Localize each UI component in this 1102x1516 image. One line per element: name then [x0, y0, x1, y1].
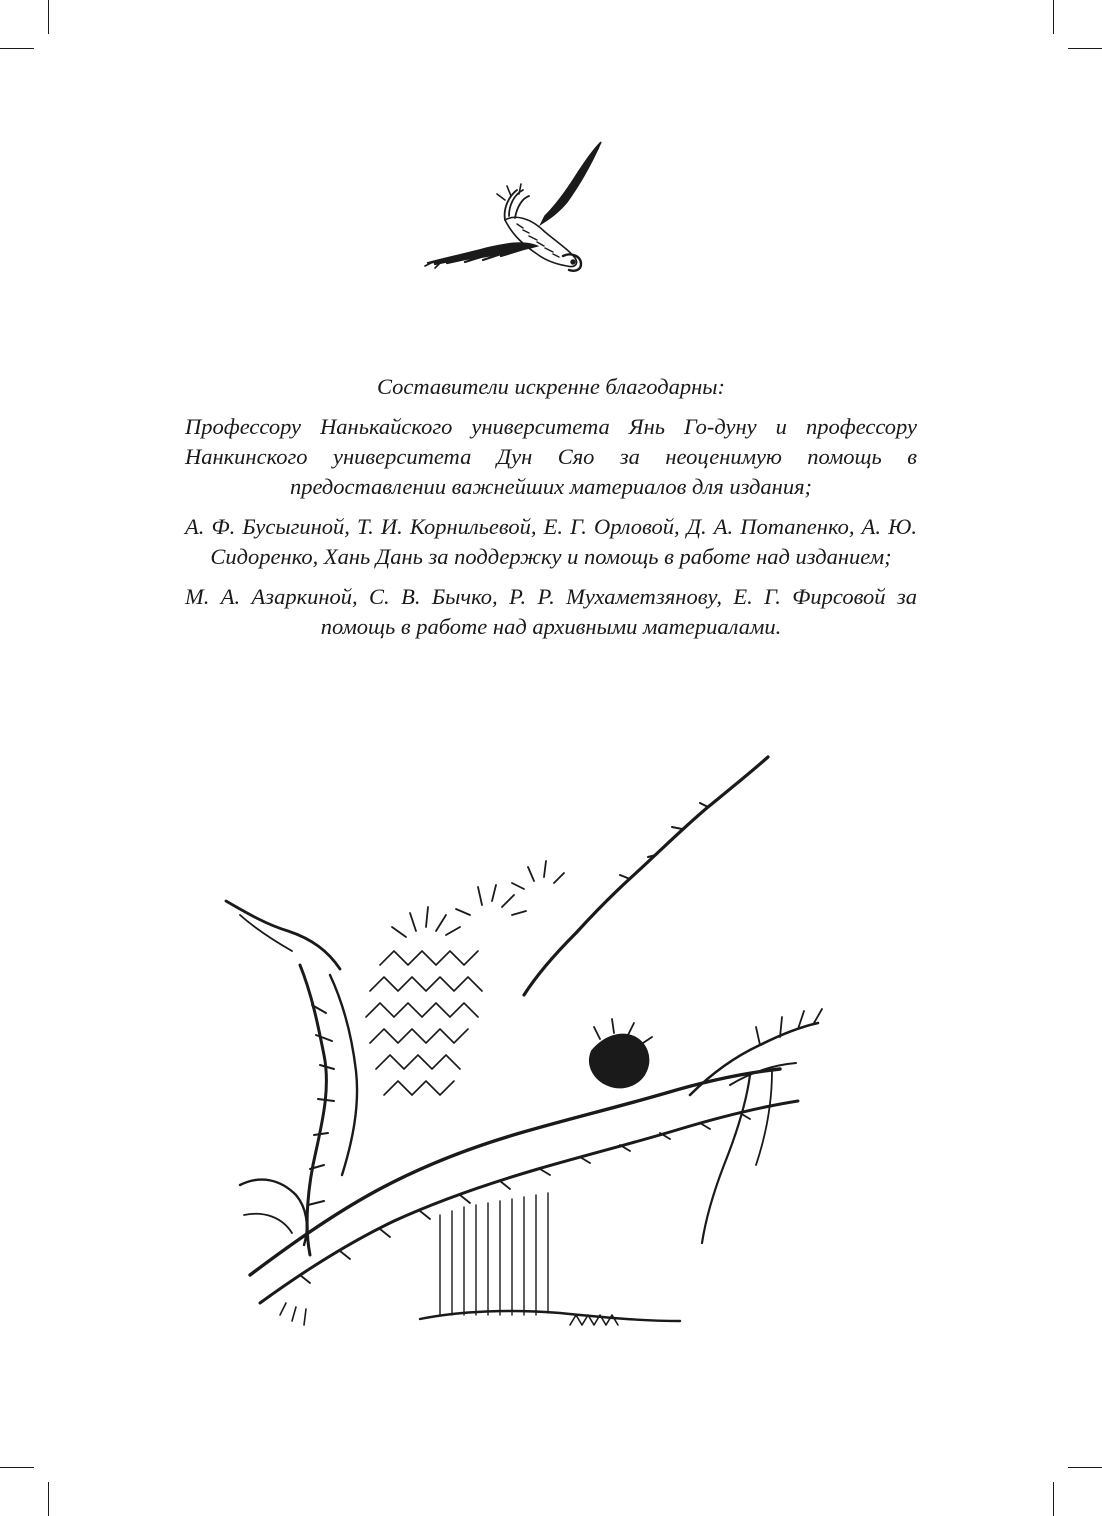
crop-mark-top-right-vertical — [1053, 0, 1054, 34]
crop-mark-bottom-right-vertical — [1053, 1482, 1054, 1516]
acknowledgements-heading: Составители искренне благодарны: — [376, 374, 726, 399]
crop-mark-bottom-left-horizontal — [0, 1467, 34, 1468]
landscape-tree-illustration — [220, 755, 830, 1355]
acknowledgements — [185, 372, 917, 652]
acknowledgement-paragraph: А. Ф. Бусыгиной, Т. И. Корнильевой, Е. Г. Орловой, Д. А. Потапенко, А. Ю. Сидоренко, Хань Дань за поддержку и помощь в работе над изданием; — [185, 514, 917, 569]
crop-mark-bottom-right-horizontal — [1068, 1467, 1102, 1468]
bird-illustration — [405, 120, 635, 295]
crop-mark-top-left-vertical — [48, 0, 49, 34]
crop-mark-top-right-horizontal — [1068, 48, 1102, 49]
crop-mark-top-left-horizontal — [0, 48, 34, 49]
acknowledgement-paragraph: М. А. Азаркиной, С. В. Бычко, Р. Р. Мухаметзянову, Е. Г. Фирсовой за помощь в работе над архивными материалами. — [185, 584, 917, 639]
acknowledgement-paragraph: Профессору Нанькайского университета Янь Го-дуну и профессору Нанкинского университета Дун Сяо за неоценимую помощь в предоставлении важнейших материалов для издания; — [185, 414, 917, 499]
crop-mark-bottom-left-vertical — [48, 1482, 49, 1516]
